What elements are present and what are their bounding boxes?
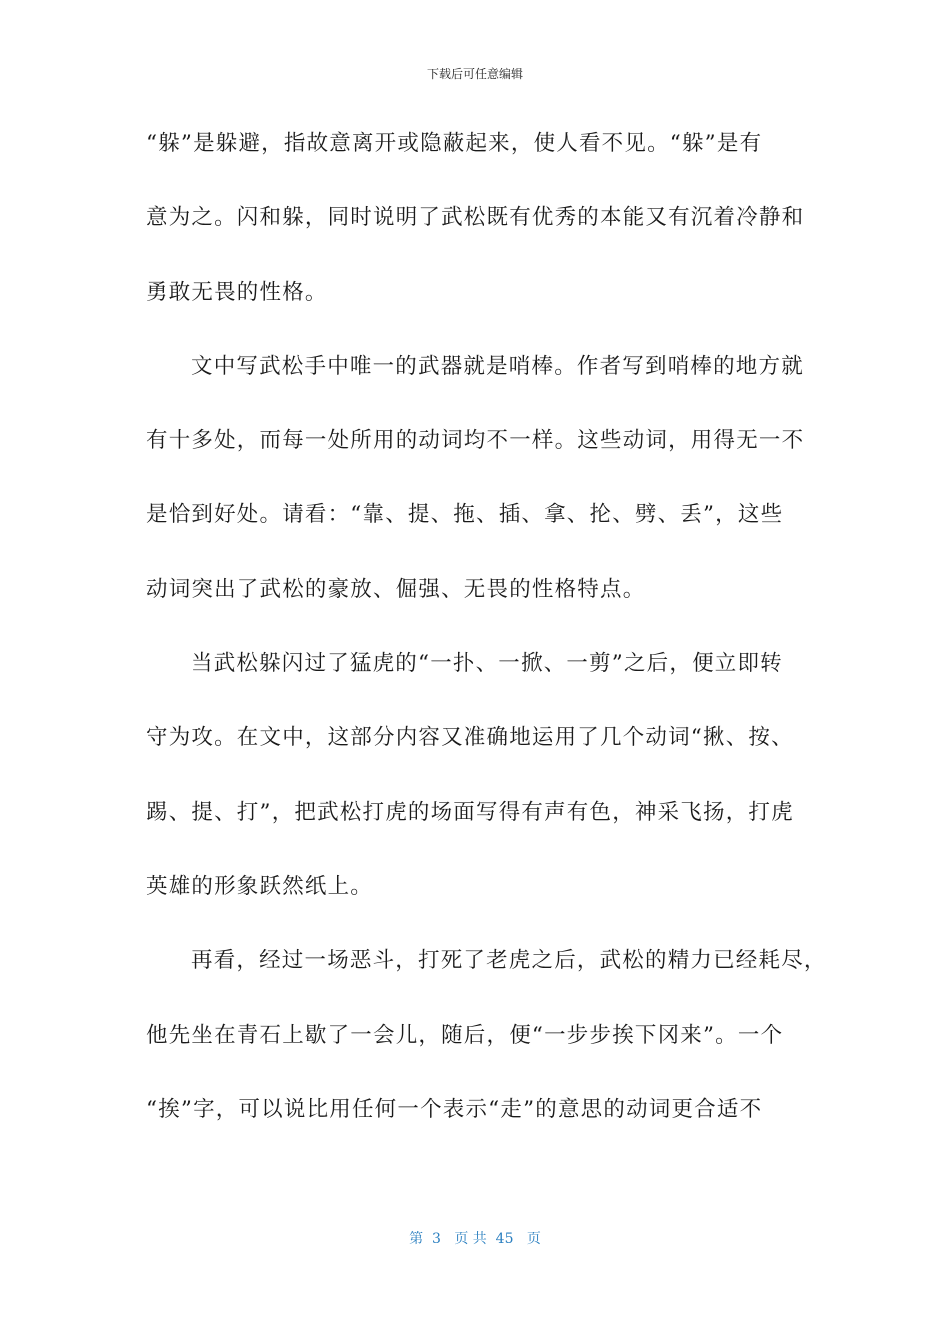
- text-line: 动词突出了武松的豪放、倔强、无畏的性格特点。: [146, 576, 646, 602]
- text-line: 意为之。闪和躲，同时说明了武松既有优秀的本能又有沉着冷静和: [146, 205, 805, 231]
- text-line: 是恰到好处。请看：“靠、提、拖、插、拿、抡、劈、丢”，这些: [146, 502, 784, 528]
- text-line: 英雄的形象跃然纸上。: [146, 873, 374, 899]
- text-line: 当武松躲闪过了猛虎的“一扑、一掀、一剪”之后，便立即转: [191, 651, 783, 677]
- text-line: 他先坐在青石上歇了一会儿，随后，便“一步步挨下冈来”。一个: [146, 1022, 784, 1048]
- document-body: [146, 128, 827, 1168]
- page-header: 下载后可任意编辑: [426, 67, 523, 81]
- text-line: 踢、提、打”，把武松打虎的场面写得有声有色，神采飞扬，打虎: [146, 799, 794, 825]
- text-line: “躲”是躲避，指故意离开或隐蔽起来，使人看不见。“躲”是有: [146, 131, 763, 156]
- text-line: 文中写武松手中唯一的武器就是哨棒。作者写到哨棒的地方就: [191, 353, 804, 379]
- page-number-footer: 第 3 页 共 45 页: [409, 1231, 541, 1247]
- text-line: 再看，经过一场恶斗，打死了老虎之后，武松的精力已经耗尽，: [191, 948, 827, 974]
- text-line: 有十多处，而每一处所用的动词均不一样。这些动词，用得无一不: [146, 428, 805, 454]
- text-line: 守为攻。在文中，这部分内容又准确地运用了几个动词“揪、按、: [146, 725, 794, 751]
- text-line: “挨”字，可以说比用任何一个表示“走”的意思的动词更合适不: [146, 1096, 763, 1122]
- text-line: 勇敢无畏的性格。: [146, 279, 328, 305]
